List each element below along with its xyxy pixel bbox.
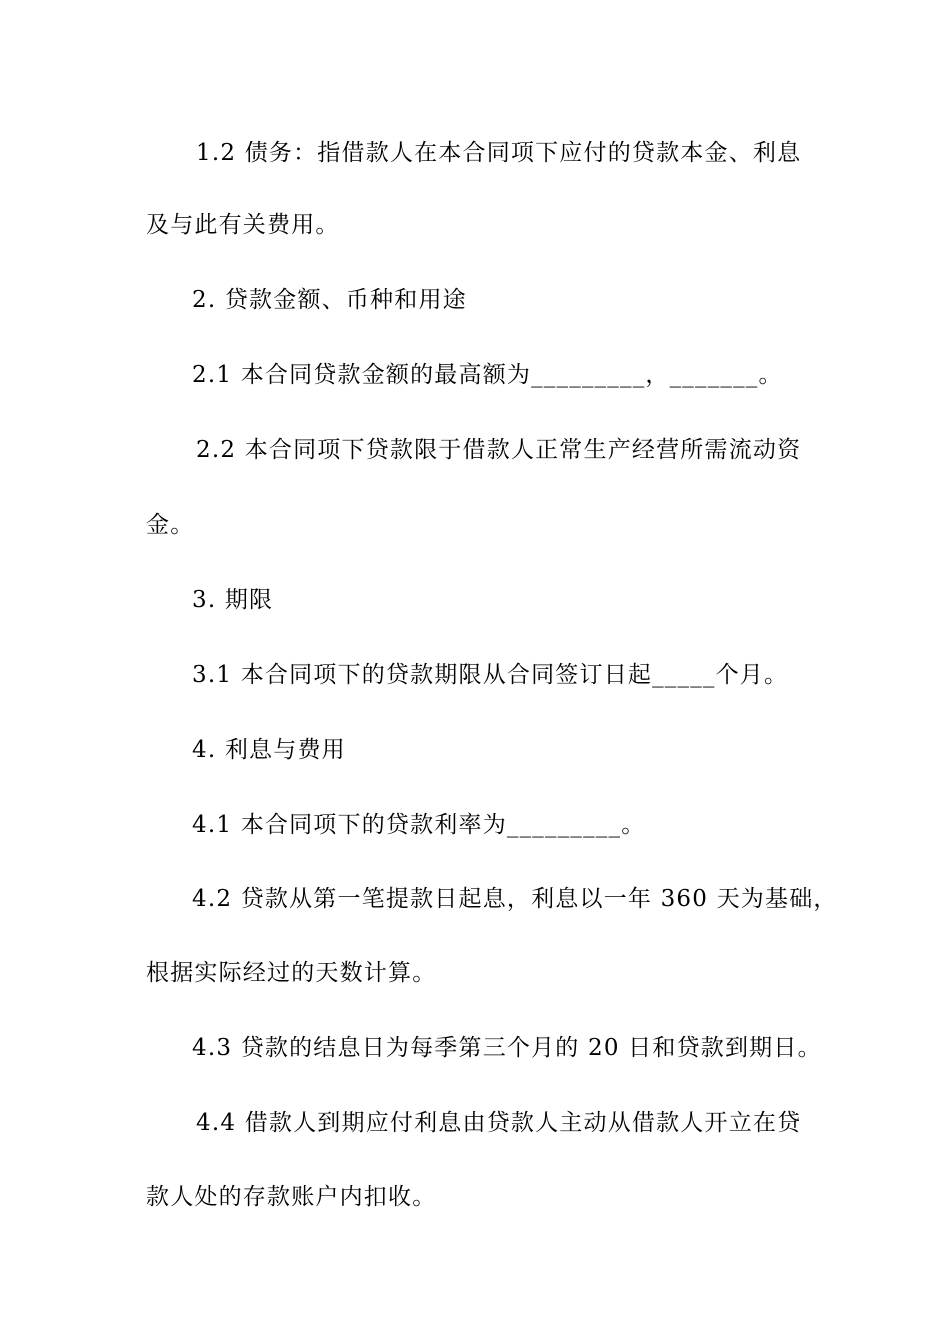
clause-1-2-line-2: 及与此有关费用。 [146,212,340,238]
clause-4-2-line-2: 根据实际经过的天数计算。 [146,960,437,986]
section-2-heading: 2. 贷款金额、币种和用途 [192,287,467,313]
clause-3-1: 3.1 本合同项下的贷款期限从合同签订日起_____个月。 [192,662,789,688]
section-3-heading: 3. 期限 [192,587,274,613]
clause-4-3: 4.3 贷款的结息日为每季第三个月的 20 日和贷款到期日。 [192,1035,822,1061]
clause-2-2-line-1: 2.2 本合同项下贷款限于借款人正常生产经营所需流动资 [196,437,802,463]
clause-4-4-line-2: 款人处的存款账户内扣收。 [146,1184,437,1210]
section-4-heading: 4. 利息与费用 [192,737,346,763]
clause-1-2-line-1: 1.2 债务：指借款人在本合同项下应付的贷款本金、利息 [196,140,802,166]
clause-4-1: 4.1 本合同项下的贷款利率为_________。 [192,812,646,838]
clause-4-4-line-1: 4.4 借款人到期应付利息由贷款人主动从借款人开立在贷 [196,1110,802,1136]
clause-2-1: 2.1 本合同贷款金额的最高额为_________，_______。 [192,362,783,388]
clause-2-2-line-2: 金。 [146,512,195,538]
clause-4-2-line-1: 4.2 贷款从第一笔提款日起息，利息以一年 360 天为基础， [192,886,838,912]
